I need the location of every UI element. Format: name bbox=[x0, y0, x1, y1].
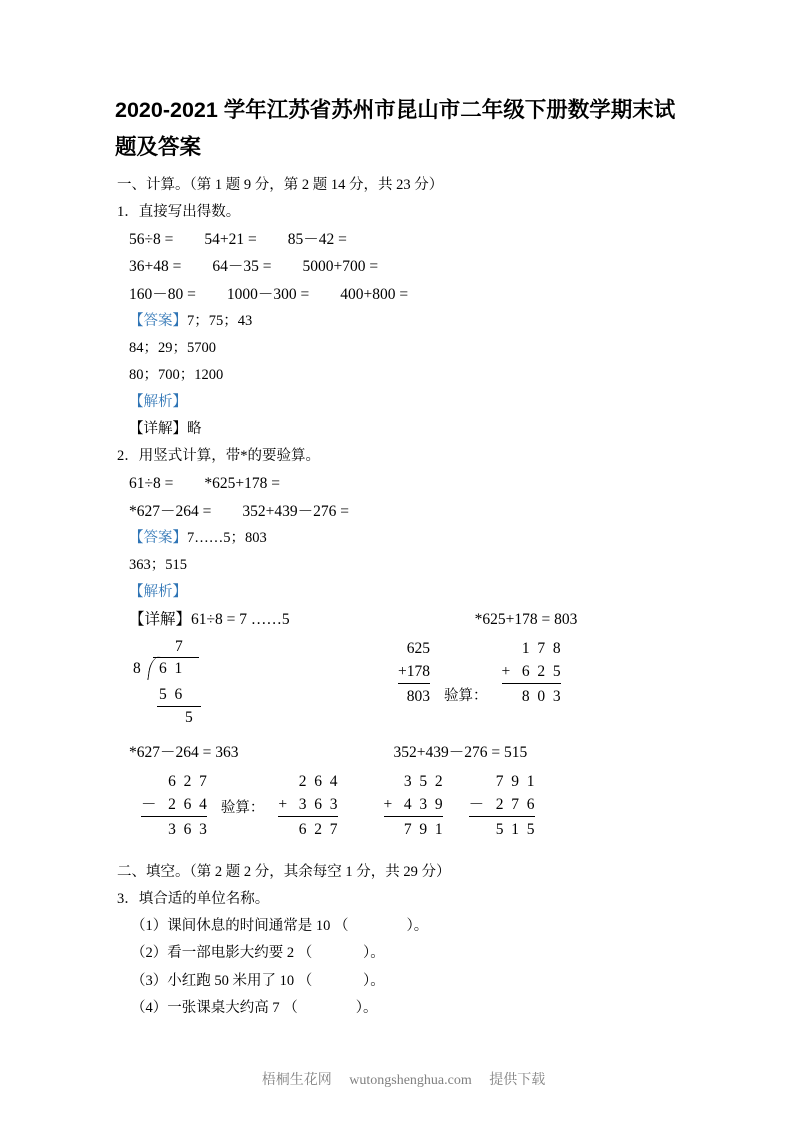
division-divisor: 8 bbox=[133, 660, 141, 677]
answer-marker: 【答案】 bbox=[129, 530, 187, 546]
question-1-answer-line-3: 80；700；1200 bbox=[129, 367, 224, 383]
equation-625-plus-178: *625+178 = 803 bbox=[474, 611, 578, 628]
analysis-marker: 【解析】 bbox=[129, 394, 187, 410]
vertical-check-264-363 bbox=[278, 770, 337, 841]
check-label: 验算： bbox=[220, 800, 265, 816]
question-2-answer bbox=[115, 525, 678, 552]
question-3-item-3: （3）小红跑 50 米用了 10 （ ）。 bbox=[131, 972, 385, 989]
question-3-item-4: （4）一张课桌大约高 7 （ ）。 bbox=[131, 1000, 378, 1016]
question-3-item-1: （1）课间休息的时间通常是 10 （ ）。 bbox=[131, 917, 429, 934]
work-block-2-vertical bbox=[115, 770, 678, 841]
section-heading-1: 一、计算。（第 1 题 9 分，第 2 题 14 分，共 23 分） bbox=[117, 177, 444, 193]
analysis-marker: 【解析】 bbox=[129, 584, 187, 600]
question-1-row-3: 160－80 = 1000－300 = 400+800 = bbox=[129, 285, 409, 303]
answer-value: 7……5；803 bbox=[187, 530, 267, 546]
addend-top: 2 6 4 bbox=[298, 773, 338, 790]
equation-352-439-276: 352+439－276 = 515 bbox=[393, 744, 528, 761]
question-3-item-2: （2）看一部电影大约要 2 （ ）。 bbox=[131, 945, 385, 961]
addend-bottom: + 4 3 9 bbox=[383, 796, 443, 813]
section-heading-2: 二、填空。（第 2 题 2 分，其余每空 1 分，共 29 分） bbox=[117, 864, 451, 880]
sum: 8 0 3 bbox=[502, 683, 561, 708]
page-footer bbox=[0, 1053, 793, 1105]
difference: 5 1 5 bbox=[469, 816, 535, 841]
footer-gap-2 bbox=[472, 1073, 490, 1088]
detail-marker: 【详解】 bbox=[129, 611, 192, 628]
subtrahend: － 2 6 4 bbox=[141, 796, 207, 813]
addend-top: 3 5 2 bbox=[403, 773, 443, 790]
vertical-subtraction-627-264 bbox=[129, 770, 207, 841]
footer-site-name: 梧桐生花网 bbox=[261, 1073, 332, 1088]
detail-text: 略 bbox=[187, 421, 202, 437]
answer-value: 7；75；43 bbox=[187, 313, 253, 329]
question-2-row-1: 61÷8 = *625+178 = bbox=[129, 475, 280, 492]
addend-top: 1 7 8 bbox=[521, 640, 561, 657]
question-1-prompt: 1．直接写出得数。 bbox=[117, 203, 241, 220]
sum: 7 9 1 bbox=[384, 816, 443, 841]
vertical-check-178-625 bbox=[502, 637, 561, 708]
vertical-subtraction-791-276 bbox=[469, 770, 535, 841]
subtrahend: － 2 7 6 bbox=[468, 796, 535, 813]
division-quotient: 7 bbox=[175, 638, 183, 655]
question-1-row-1: 56÷8 = 54+21 = 85－42 = bbox=[129, 230, 347, 248]
long-division-61-by-8 bbox=[129, 637, 215, 729]
vertical-addition-352-439 bbox=[384, 770, 443, 841]
question-2-prompt: 2．用竖式计算，带*的要验算。 bbox=[117, 448, 320, 464]
detail-line bbox=[129, 606, 290, 633]
work-block-1-vertical bbox=[115, 637, 678, 729]
question-1-answer bbox=[115, 308, 678, 335]
question-2-analysis-marker bbox=[115, 579, 678, 606]
work-block-2-equations bbox=[115, 739, 678, 766]
division-rule bbox=[157, 706, 201, 707]
sum: 6 2 7 bbox=[278, 816, 337, 841]
answer-marker: 【答案】 bbox=[129, 313, 187, 329]
equation-61-div-8: 61÷8 = 7 ……5 bbox=[191, 611, 290, 628]
difference: 3 6 3 bbox=[141, 816, 207, 841]
footer-gap-1 bbox=[332, 1073, 350, 1088]
minuend: 7 9 1 bbox=[495, 773, 535, 790]
division-subtrahend: 5 6 bbox=[159, 686, 183, 703]
detail-marker: 【详解】 bbox=[129, 421, 187, 437]
question-2-row-2: *627－264 = 352+439－276 = bbox=[129, 502, 349, 520]
minuend: 6 2 7 bbox=[168, 773, 207, 790]
addend-bottom: + 6 2 5 bbox=[501, 663, 561, 680]
question-1-row-2: 36+48 = 64－35 = 5000+700 = bbox=[129, 258, 379, 275]
check-label: 验算： bbox=[444, 688, 488, 704]
addend-bottom: +178 bbox=[398, 663, 430, 680]
sum: 803 bbox=[398, 683, 430, 708]
addend-top: 625 bbox=[406, 640, 430, 657]
page-title: 2020-2021 学年江苏省苏州市昆山市二年级下册数学期末试题及答案 bbox=[115, 98, 676, 159]
addend-bottom: + 3 6 3 bbox=[278, 796, 338, 813]
question-2-answer-line-2: 363；515 bbox=[129, 557, 187, 573]
vertical-addition-625-178 bbox=[398, 637, 430, 708]
question-1-analysis-marker bbox=[115, 389, 678, 416]
question-1-detail bbox=[115, 416, 678, 443]
work-block-1-equations bbox=[115, 606, 678, 633]
footer-note: 提供下载 bbox=[489, 1073, 546, 1088]
division-dividend: 6 1 bbox=[159, 660, 183, 677]
footer-domain: wutongshenghua.com bbox=[349, 1073, 472, 1088]
question-3-prompt: 3．填合适的单位名称。 bbox=[117, 890, 270, 907]
division-remainder: 5 bbox=[185, 709, 193, 726]
equation-627-minus-264: *627－264 = 363 bbox=[129, 744, 239, 761]
question-1-answer-line-2: 84；29；5700 bbox=[129, 340, 216, 356]
